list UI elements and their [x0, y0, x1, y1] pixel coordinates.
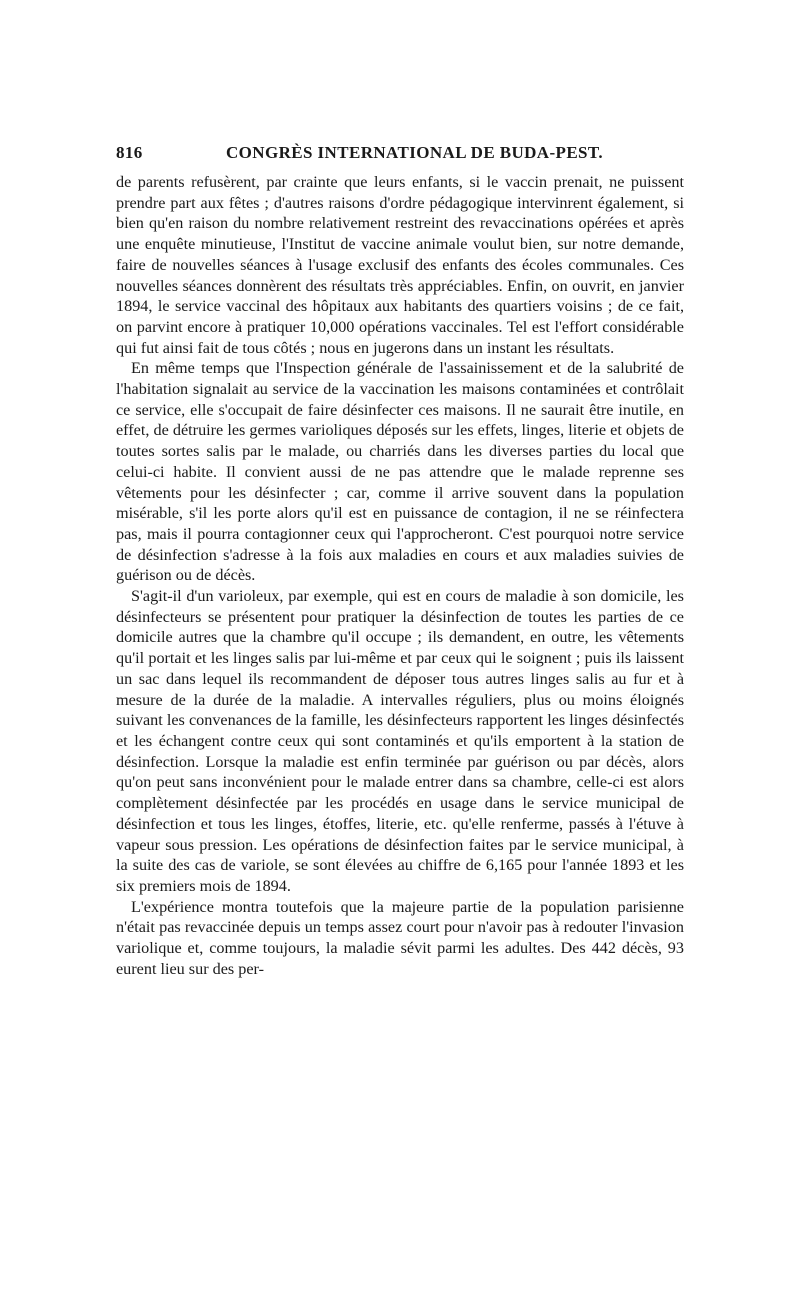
paragraph: En même temps que l'Inspection générale de l'assainissement et de la salubrité de l'habitation signalait au service de la vaccination les maisons contaminées et contrôlait ce service, elle s'occupait de faire désinfecter ces maisons. Il ne saurait être inutile, en effet, de détruire les germes varioliques déposés sur les effets, linges, literie et objets de toutes sortes salis par le malade, ou charriés dans les diverses parties du local que celui-ci habite. Il convient aussi de ne pas attendre que le malade reprenne ses vêtements pour les désinfecter ; car, comme il arrive souvent dans la population misérable, s'il les porte alors qu'il est en puissance de contagion, il ne se réinfectera pas, mais il pourra contagionner ceux qui l'approcheront. C'est pourquoi notre service de désinfection s'adresse à la fois aux maladies en cours et aux maladies suivies de guérison ou de décès. [116, 359, 684, 585]
page-header [116, 143, 684, 167]
page-number: 816 [116, 143, 143, 162]
body-text [116, 172, 684, 979]
paragraph: L'expérience montra toutefois que la majeure partie de la population parisienne n'était pas revaccinée depuis un temps assez court pour n'avoir pas à redouter l'invasion variolique et, comme toujours, la maladie sévit parmi les adultes. Des 442 décès, 93 eurent lieu sur des per- [116, 897, 684, 978]
paragraph: S'agit-il d'un varioleux, par exemple, qui est en cours de maladie à son domicile, les désinfecteurs se présentent pour pratiquer la désinfection de toutes les parties de ce domicile autres que la chambre qu'il occupe ; ils demandent, en outre, les vêtements qu'il portait et les linges salis par lui-même et par ceux qui le soignent ; puis ils laissent un sac dans lequel ils recommandent de déposer tous autres linges salis au fur et à mesure de la durée de la maladie. A intervalles réguliers, plus ou moins éloignés suivant les convenances de la famille, les désinfecteurs rapportent les linges désinfectés et les échangent contre ceux qui sont contaminés et qu'ils emportent à la station de désinfection. Lorsque la maladie est enfin terminée par guérison ou par décès, alors qu'on peut sans inconvénient pour le malade entrer dans sa chambre, celle-ci est alors complètement désinfectée par les procédés en usage dans le service municipal de désinfection et tous les linges, étoffes, literie, etc. qu'elle renferme, passés à l'étuve à vapeur sous pression. Les opérations de désinfection faites par le service municipal, à la suite des cas de variole, se sont élevées au chiffre de 6,165 pour l'année 1893 et les six premiers mois de 1894. [116, 587, 684, 895]
running-title: CONGRÈS INTERNATIONAL DE BUDA-PEST. [226, 143, 604, 162]
paragraph: de parents refusèrent, par crainte que leurs enfants, si le vaccin prenait, ne puissent prendre part aux fêtes ; d'autres raisons d'ordre pédagogique intervinrent également, si bien qu'en raison du nombre relativement restreint des revaccinations opérées et après une enquête minutieuse, l'Institut de vaccine animale voulut bien, sur notre demande, faire de nouvelles séances à l'usage exclusif des enfants des écoles communales. Ces nouvelles séances donnèrent des résultats très appréciables. Enfin, on ouvrit, en janvier 1894, le service vaccinal des hôpitaux aux habitants des quartiers voisins ; de ce fait, on parvint encore à pratiquer 10,000 opérations vaccinales. Tel est l'effort considérable qui fut ainsi fait de tous côtés ; nous en jugerons dans un instant les résultats. [116, 173, 684, 357]
